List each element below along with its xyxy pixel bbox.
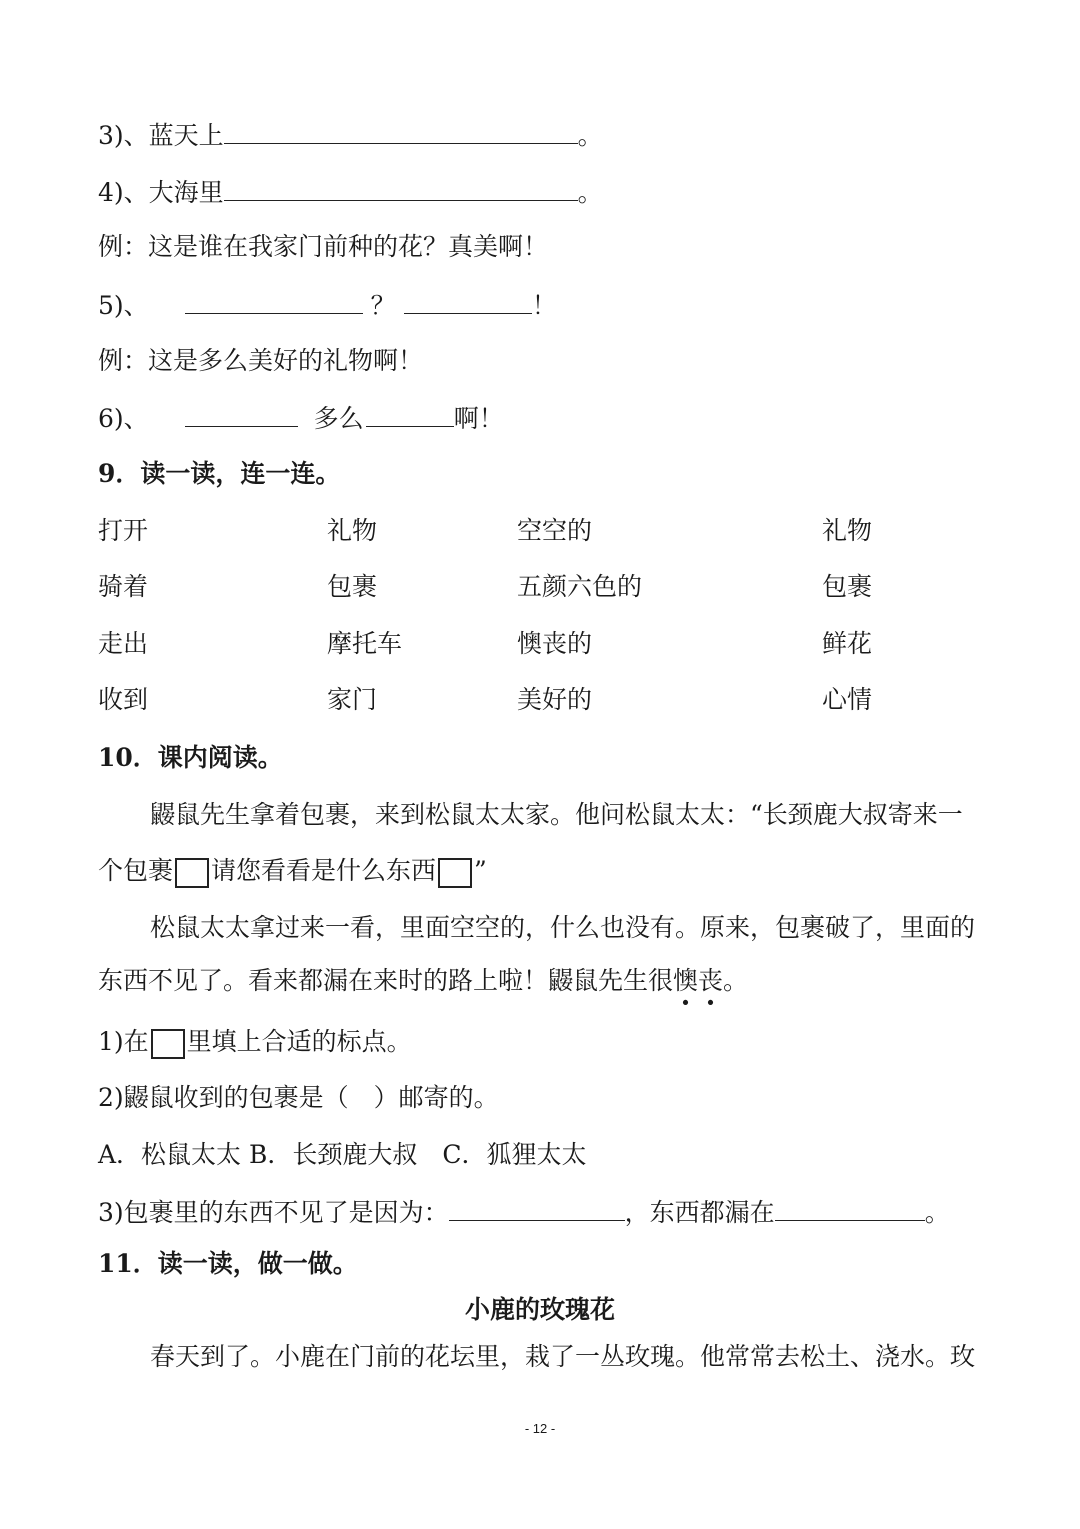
- match-word[interactable]: 家门: [327, 685, 378, 714]
- text-segment: 里填上合适的标点。: [186, 1027, 412, 1056]
- answer-blank[interactable]: [185, 402, 298, 427]
- item-label: 3)、蓝天上: [98, 121, 224, 150]
- punctuation-box[interactable]: [438, 858, 472, 888]
- item-end: 啊！: [453, 404, 504, 433]
- punctuation-box-sample: [151, 1029, 185, 1059]
- item-end: 。: [577, 178, 603, 207]
- match-word[interactable]: 摩托车: [327, 629, 403, 658]
- q10-paragraph-1a: 鼹鼠先生拿着包裹，来到松鼠太太家。他问松鼠太太：“长颈鹿大叔寄来一: [150, 800, 963, 829]
- match-word[interactable]: 鲜花: [822, 629, 873, 658]
- question-mark: ？: [370, 291, 396, 320]
- match-word[interactable]: 收到: [98, 685, 149, 714]
- answer-blank[interactable]: [224, 119, 578, 144]
- text-segment: 。: [723, 966, 749, 995]
- match-word[interactable]: 五颜六色的: [517, 572, 643, 601]
- q8-example-2: 例：这是多么美好的礼物啊！: [98, 346, 424, 375]
- q8-item-4: [98, 176, 603, 208]
- item-end: ！: [531, 291, 557, 320]
- answer-blank[interactable]: [366, 402, 454, 427]
- match-word[interactable]: 打开: [98, 516, 149, 545]
- match-word[interactable]: 包裹: [327, 572, 378, 601]
- q10-paragraph-1b: [98, 856, 487, 888]
- match-word[interactable]: 骑着: [98, 572, 149, 601]
- match-word[interactable]: 走出: [98, 629, 149, 658]
- q10-title: 10．课内阅读。: [98, 743, 283, 772]
- q10-sub-3: [98, 1196, 950, 1228]
- item-label: 6)、: [98, 404, 149, 433]
- match-word[interactable]: 美好的: [517, 685, 593, 714]
- q11-title: 11．读一读，做一做。: [98, 1249, 358, 1278]
- text-segment: 1)在: [98, 1027, 149, 1056]
- story-title: 小鹿的玫瑰花: [464, 1295, 615, 1324]
- q10-paragraph-2a: 松鼠太太拿过来一看，里面空空的，什么也没有。原来，包裹破了，里面的: [150, 913, 976, 942]
- q10-sub-1: [98, 1027, 412, 1059]
- q10-sub-2-options: A．松鼠太太 B．长颈鹿大叔 C．狐狸太太: [98, 1140, 587, 1169]
- item-label: 4)、大海里: [98, 178, 224, 207]
- match-word[interactable]: 心情: [822, 685, 873, 714]
- match-word[interactable]: 空空的: [517, 516, 593, 545]
- q10-sub-2: 2)鼹鼠收到的包裹是（ ）邮寄的。: [98, 1083, 499, 1112]
- answer-blank[interactable]: [449, 1196, 625, 1221]
- text-segment: 3)包裹里的东西不见了是因为：: [98, 1198, 449, 1227]
- emphasis-char: 懊: [673, 966, 699, 995]
- text-segment: ，东西都漏在: [624, 1198, 775, 1227]
- match-word[interactable]: 包裹: [822, 572, 873, 601]
- q8-item-3: [98, 119, 603, 151]
- answer-blank[interactable]: [185, 289, 363, 314]
- q8-item-6: [98, 402, 504, 434]
- emphasis-char: 丧: [698, 966, 724, 995]
- text-segment: 个包裹: [98, 856, 174, 885]
- q10-paragraph-2b: [98, 966, 748, 996]
- q8-item-5: [98, 289, 557, 321]
- match-word[interactable]: 懊丧的: [517, 629, 593, 658]
- text-segment: 东西不见了。看来都漏在来时的路上啦！鼹鼠先生很: [98, 966, 674, 995]
- match-word[interactable]: 礼物: [327, 516, 378, 545]
- text-segment: 。: [924, 1198, 950, 1227]
- story-paragraph-1: 春天到了。小鹿在门前的花坛里，栽了一丛玫瑰。他常常去松土、浇水。玫: [150, 1342, 976, 1371]
- item-mid: 多么: [313, 404, 364, 433]
- answer-blank[interactable]: [775, 1196, 925, 1221]
- match-word[interactable]: 礼物: [822, 516, 873, 545]
- q9-title: 9．读一读，连一连。: [98, 459, 341, 488]
- answer-blank[interactable]: [404, 289, 532, 314]
- q8-example-1: 例：这是谁在我家门前种的花？真美啊！: [98, 232, 549, 261]
- answer-blank[interactable]: [224, 176, 578, 201]
- item-label: 5)、: [98, 291, 149, 320]
- text-segment: 请您看看是什么东西: [211, 856, 437, 885]
- page-number: - 12 -: [524, 1421, 556, 1436]
- punctuation-box[interactable]: [175, 858, 209, 888]
- text-segment: ”: [474, 856, 487, 885]
- item-end: 。: [577, 121, 603, 150]
